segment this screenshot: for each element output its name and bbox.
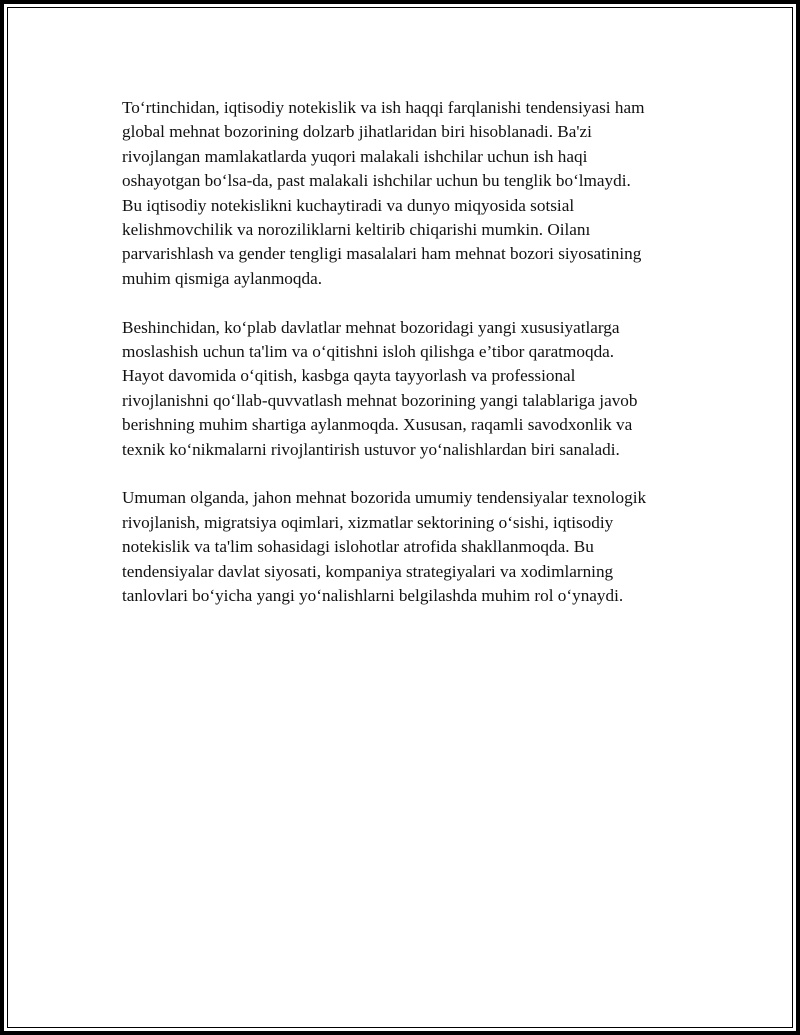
paragraph-3-line-5: tanlovlari bo‘yicha yangi yo‘nalishlarni belgilashda muhim rol o‘ynaydi. <box>122 586 624 606</box>
paragraph-3 <box>122 486 722 608</box>
paragraph-2-line-2: moslashish uchun ta'lim va o‘qitishni isloh qilishga e’tibor qaratmoqda. <box>122 342 615 362</box>
paragraph-1-line-2: global mehnat bozorining dolzarb jihatlaridan biri hisoblanadi. Ba'zi <box>122 122 592 142</box>
paragraph-2-line-1: Beshinchidan, ko‘plab davlatlar mehnat bozoridagi yangi xususiyatlarga <box>122 317 620 337</box>
paragraph-3-line-3: notekislik va ta'lim sohasidagi islohotlar atrofida shakllanmoqda. Bu <box>122 537 594 557</box>
paragraph-1-line-7: parvarishlash va gender tengligi masalalari ham mehnat bozori siyosatining <box>122 244 642 264</box>
paragraph-1-line-4: oshayotgan bo‘lsa-da, past malakali ishchilar uchun bu tenglik bo‘lmaydi. <box>122 171 631 191</box>
paragraph-1-line-8: muhim qismiga aylanmoqda. <box>122 268 323 288</box>
paragraph-1 <box>122 96 722 291</box>
paragraph-2-line-6: texnik ko‘nikmalarni rivojlantirish ustuvor yo‘nalishlardan biri sanaladi. <box>122 439 620 459</box>
paragraph-2-line-5: berishning muhim shartiga aylanmoqda. Xususan, raqamli savodxonlik va <box>122 415 633 435</box>
paragraph-1-line-6: kelishmovchilik va noroziliklarni keltirib chiqarishi mumkin. Oilanı <box>122 220 591 240</box>
paragraph-2-line-4: rivojlanishni qo‘llab-quvvatlash mehnat bozorining yangi talablariga javob <box>122 390 638 410</box>
document-body <box>122 96 722 633</box>
paragraph-1-line-5: Bu iqtisodiy notekislikni kuchaytiradi va dunyo miqyosida sotsial <box>122 195 575 215</box>
paragraph-1-line-3: rivojlangan mamlakatlarda yuqori malakali ishchilar uchun ish haqi <box>122 146 588 166</box>
paragraph-2 <box>122 316 722 462</box>
paragraph-1-line-1: To‘rtinchidan, iqtisodiy notekislik va ish haqqi farqlanishi tendensiyasi ham <box>122 98 645 117</box>
paragraph-3-line-2: rivojlanish, migratsiya oqimlari, xizmatlar sektorining o‘sishi, iqtisodiy <box>122 512 614 532</box>
paragraph-3-line-1: Umuman olganda, jahon mehnat bozorida umumiy tendensiyalar texnologik <box>122 488 647 508</box>
paragraph-2-line-3: Hayot davomida o‘qitish, kasbga qayta tayyorlash va professional <box>122 366 576 386</box>
paragraph-3-line-4: tendensiyalar davlat siyosati, kompaniya strategiyalari va xodimlarning <box>122 561 614 581</box>
